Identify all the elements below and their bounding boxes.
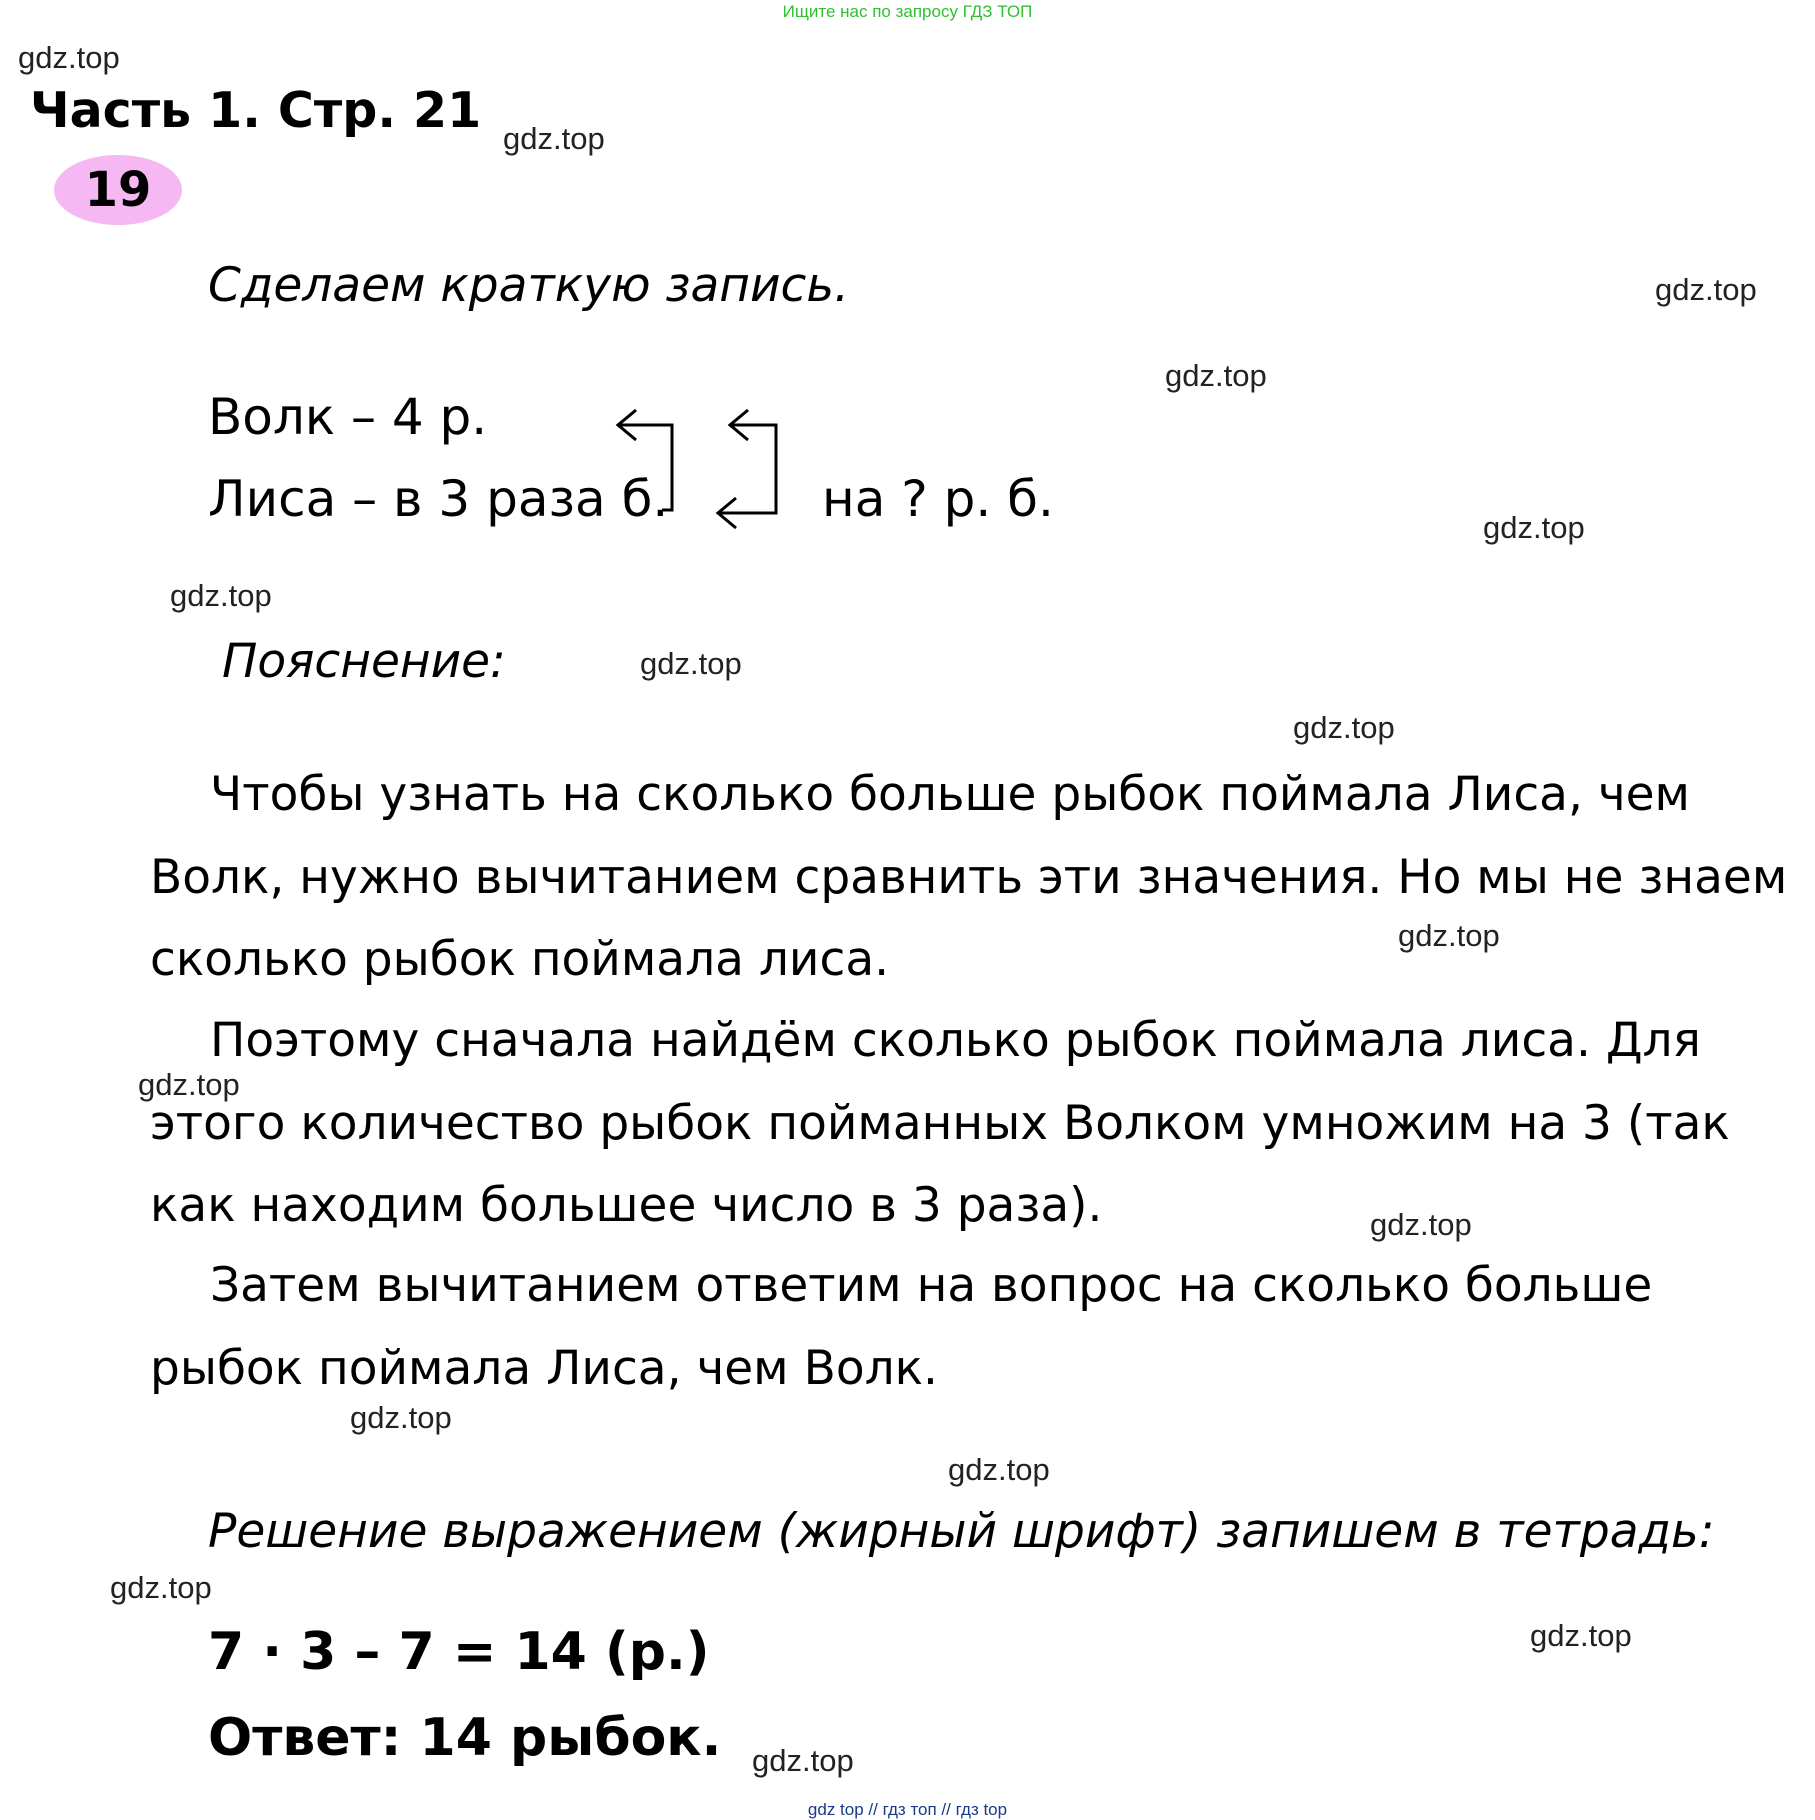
explanation-title: Пояснение: bbox=[222, 634, 506, 689]
solution-title: Решение выражением (жирный шрифт) запишем в тетрадь: bbox=[208, 1504, 1715, 1559]
task-number-badge: 19 bbox=[54, 155, 182, 225]
short-record-line-wolf: Волк – 4 р. bbox=[208, 388, 488, 446]
watermark: gdz.top bbox=[138, 1067, 240, 1102]
watermark: gdz.top bbox=[1293, 710, 1395, 745]
watermark: gdz.top bbox=[1530, 1618, 1632, 1653]
watermark: gdz.top bbox=[1398, 918, 1500, 953]
bracket-arrow-times bbox=[618, 425, 672, 510]
watermark: gdz.top bbox=[1370, 1207, 1472, 1242]
solution-expression: 7 · 3 – 7 = 14 (р.) bbox=[208, 1622, 710, 1682]
watermark: gdz.top bbox=[503, 121, 605, 156]
watermark: gdz.top bbox=[1483, 510, 1585, 545]
top-banner: Ищите нас по запросу ГДЗ ТОП bbox=[782, 2, 1033, 21]
watermark: gdz.top bbox=[640, 646, 742, 681]
watermark: gdz.top bbox=[1165, 358, 1267, 393]
short-record-line-fox: Лиса – в 3 раза б. bbox=[208, 470, 669, 528]
watermark: gdz.top bbox=[18, 40, 120, 75]
footer: gdz top // гдз топ // гдз top bbox=[807, 1800, 1008, 1819]
watermark: gdz.top bbox=[110, 1570, 212, 1605]
comparison-arrows bbox=[600, 400, 800, 550]
short-record-title: Сделаем краткую запись. bbox=[208, 258, 850, 313]
watermark: gdz.top bbox=[170, 578, 272, 613]
explanation-paragraph-1: Чтобы узнать на сколько больше рыбок поймала Лиса, чем Волк, нужно вычитанием сравнить эти значения. Но мы не знаем сколько рыбок поймала лиса. bbox=[150, 767, 1788, 987]
watermark: gdz.top bbox=[948, 1452, 1050, 1487]
watermark: gdz.top bbox=[350, 1400, 452, 1435]
answer: Ответ: 14 рыбок. bbox=[208, 1708, 722, 1768]
explanation-paragraph-2: Поэтому сначала найдём сколько рыбок поймала лиса. Для этого количество рыбок пойманных Волком умножим на 3 (так как находим большее число в 3 раза). bbox=[150, 1013, 1730, 1233]
watermark: gdz.top bbox=[1655, 272, 1757, 307]
page-title: Часть 1. Стр. 21 bbox=[30, 82, 482, 139]
short-record-question: на ? р. б. bbox=[822, 470, 1054, 528]
watermark: gdz.top bbox=[752, 1743, 854, 1778]
explanation-paragraph-3: Затем вычитанием ответим на вопрос на сколько больше рыбок поймала Лиса, чем Волк. bbox=[150, 1258, 1653, 1396]
